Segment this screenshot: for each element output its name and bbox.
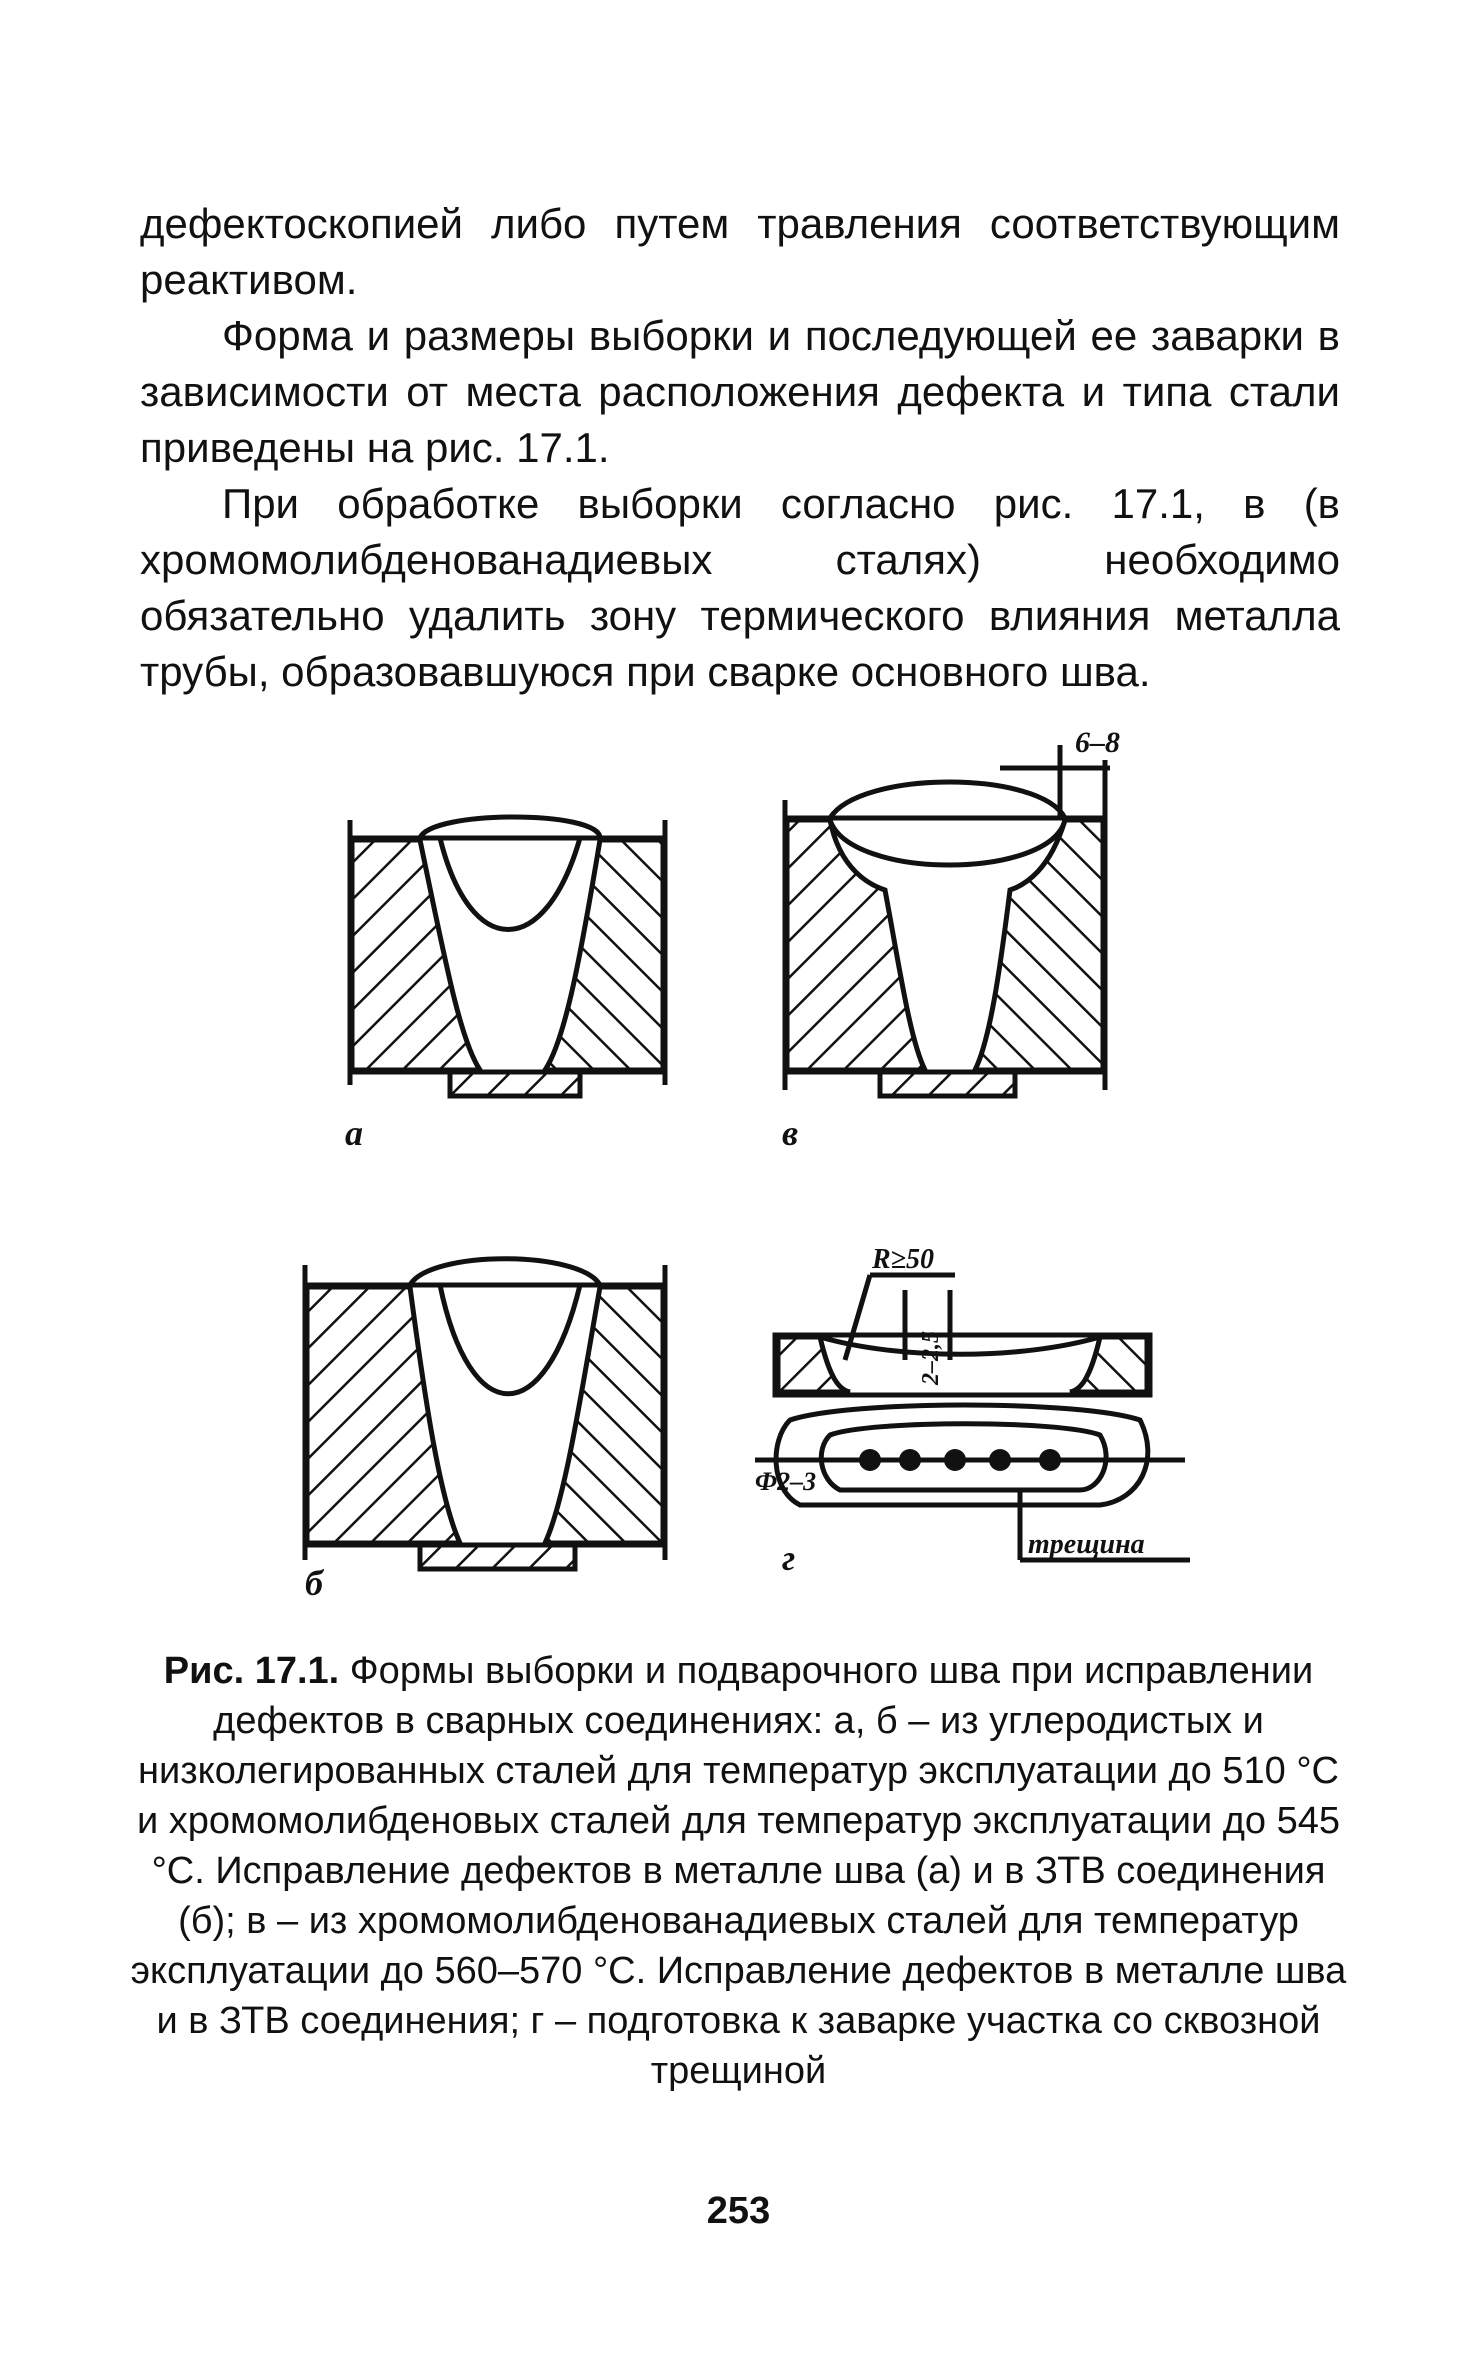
dim-radius-label: R≥50 (872, 1244, 935, 1275)
label-b: б (305, 1563, 323, 1603)
page-number: 253 (706, 2190, 771, 2232)
diagram-a (350, 817, 665, 1096)
dim-diameter-label: Ф2–3 (755, 1467, 817, 1496)
diagram-g (755, 1275, 1190, 1560)
paragraph-1: дефектоскопией либо путем травления соответствующим реактивом. (140, 200, 1340, 303)
figure-caption (130, 1646, 1347, 2096)
crack-label: трещина (1028, 1529, 1145, 1560)
paragraph-2: Форма и размеры выборки и последующей ее заварки в зависимости от места расположения дефекта и типа стали приведены на рис. 17.1. (140, 312, 1340, 471)
paragraph-3: При обработке выборки согласно рис. 17.1, в (в хромомолибденованадиевых сталях) необходимо обязательно удалить зону термического влияния металла трубы, образовавшуюся при сварке основного шва. (140, 480, 1340, 695)
caption-text: Формы выборки и подварочного шва при исправлении дефектов в сварных соединениях: а, б – из углеродистых и низколегированных сталей для температур эксплуатации до 510 °С и хромомолибденовых сталей для температур эксплуатации до 545 °С. Исправление дефектов в металле шва (а) и в ЗТВ соединения (б); в – из хромомолибденованадиевых сталей для температур эксплуатации до 560–570 °С. Исправление дефектов в металле шва и в ЗТВ соединения; г – подготовка к заварке участка со сквозной трещиной (130, 1650, 1347, 2092)
diagram-b (305, 1259, 665, 1569)
label-v: в (782, 1113, 799, 1153)
diagram-v (785, 745, 1110, 1096)
caption-prefix: Рис. 17.1. (163, 1650, 340, 1692)
label-a: а (345, 1113, 363, 1153)
dim-depth-label: 2–2,5 (918, 1331, 944, 1385)
dim-v-label: 6–8 (1075, 726, 1120, 759)
label-g: г (782, 1538, 796, 1578)
